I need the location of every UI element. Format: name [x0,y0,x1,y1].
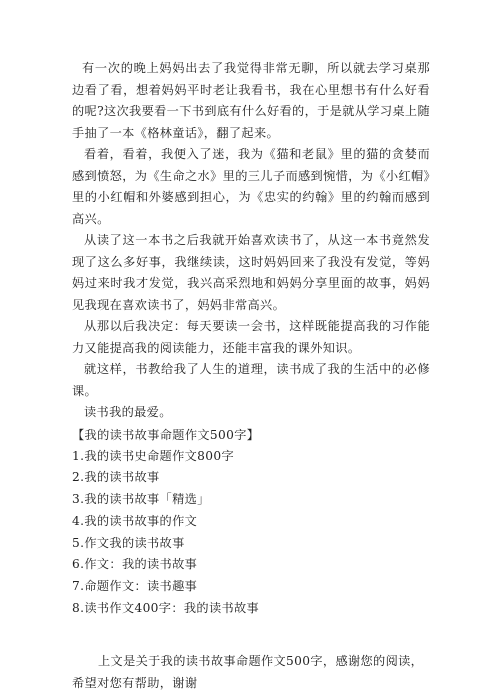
list-item: 8.读书作文400字：我的读书故事 [72,601,260,616]
paragraph-3: 从读了这一本书之后我就开始喜欢读书了，从这一本书竟然发现了这么多好事，我继续读，这时妈妈回来了我没有发觉，等妈妈过来时我才发觉，我兴高采烈地和妈妈分享里面的故事，妈妈见我现在喜欢读书了，妈妈非常高兴。 [72,233,430,312]
paragraph-2: 看着，看着，我便入了迷，我为《猫和老鼠》里的猫的贪婪而感到愤怒，为《生命之水》里的三儿子而感到惋惜，为《小红帽》里的小红帽和外婆感到担心，为《忠实的约翰》里的约翰而感到高兴。 [72,147,430,226]
closing-note: 上文是关于我的读书故事命题作文500字，感谢您的阅读，希望对您有帮助，谢谢 [72,653,424,690]
list-item: 1.我的读书史命题作文800字 [72,448,235,463]
list-item: 2.我的读书故事 [72,470,160,485]
paragraph-1: 有一次的晚上妈妈出去了我觉得非常无聊，所以就去学习桌那边看了看，想着妈妈平时老让我看书，我在心里想书有什么好看的呢?这次我要看一下书到底有什么好看的，于是就从学习桌上随手抽了一本《格林童话》，翻了起来。 [72,61,430,140]
paragraph-4: 从那以后我决定：每天要读一会书，这样既能提高我的习作能力又能提高我的阅读能力，还能丰富我的课外知识。 [72,319,430,355]
list-item: 7.命题作文：读书趣事 [72,579,198,594]
list-item: 6.作文：我的读书故事 [72,557,198,572]
list-item: 3.我的读书故事「精选」 [72,492,210,507]
list-item: 4.我的读书故事的作文 [72,513,198,528]
list-item: 5.作文我的读书故事 [72,535,185,550]
section-heading: 【我的读书故事命题作文500字】 [72,427,260,442]
related-articles-list [72,446,430,620]
paragraph-5: 就这样，书教给我了人生的道理，读书成了我的生活中的必修课。 [72,362,430,398]
paragraph-6: 读书我的最爱。 [84,405,172,419]
